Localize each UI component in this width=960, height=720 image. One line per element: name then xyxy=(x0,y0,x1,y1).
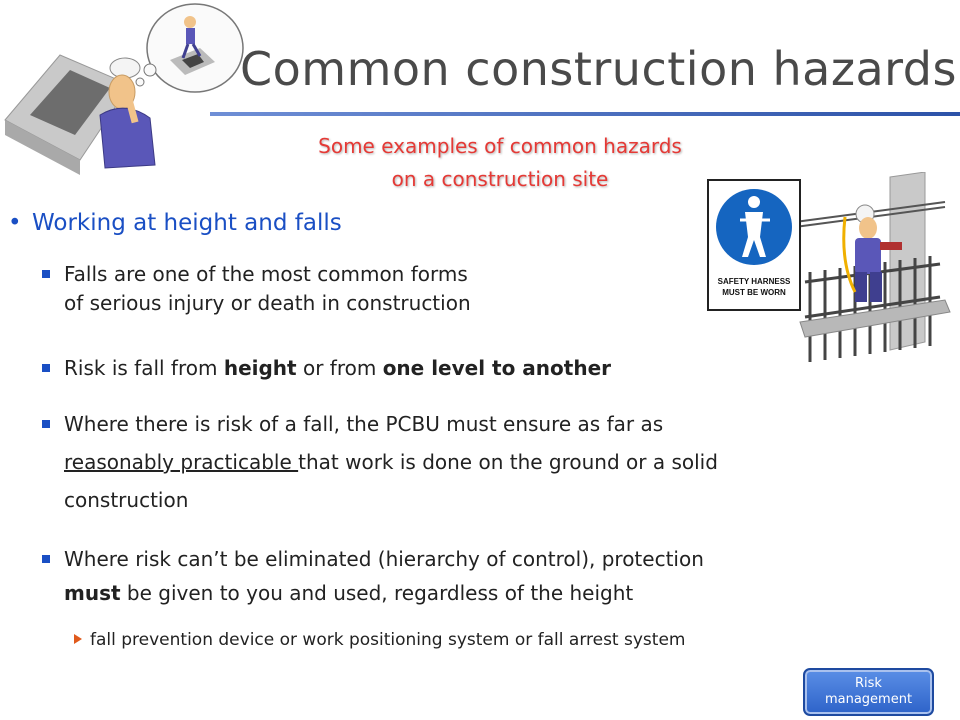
item-2-text-mid: or from xyxy=(296,356,383,380)
item-3-line-1: Where there is risk of a fall, the PCBU must ensure as far as xyxy=(64,412,664,436)
title-divider xyxy=(210,112,960,116)
main-bullet xyxy=(8,210,342,236)
list-item xyxy=(42,260,642,320)
list-item xyxy=(42,410,922,512)
item-4-line-2: be given to you and used, regardless of the height xyxy=(120,581,634,605)
harness-illustration xyxy=(700,172,960,372)
item-3-line-3: construction xyxy=(64,488,189,512)
page-title: Common construction hazards xyxy=(240,42,957,96)
square-bullet-icon xyxy=(42,270,50,278)
square-bullet-icon xyxy=(42,420,50,428)
subtitle-line-1: Some examples of common hazards xyxy=(318,134,682,158)
main-bullet-text: Working at height and falls xyxy=(32,210,342,236)
risk-management-button[interactable] xyxy=(803,668,934,716)
triangle-bullet-icon xyxy=(74,634,82,644)
square-bullet-icon xyxy=(42,364,50,372)
risk-button-line-2: management xyxy=(824,692,913,707)
subtitle xyxy=(250,130,750,196)
sub-item-text: fall prevention device or work positioning system or fall arrest system xyxy=(90,630,686,650)
list-item xyxy=(42,545,922,615)
risk-button-line-1: Risk xyxy=(855,676,882,691)
subtitle-line-2: on a construction site xyxy=(391,167,609,191)
thinking-worker-illustration xyxy=(0,0,250,200)
square-bullet-icon xyxy=(42,555,50,563)
item-4-bold-must: must xyxy=(64,581,121,605)
item-2-text: Risk is fall from xyxy=(64,356,224,380)
sign-line-2: MUST BE WORN xyxy=(722,288,786,297)
item-3-underlined: reasonably practicable xyxy=(64,450,299,474)
item-1-line-2: of serious injury or death in construction xyxy=(64,291,471,315)
item-3-line-2: that work is done on the ground or a solid xyxy=(298,450,718,474)
bullet-dot-icon: • xyxy=(8,210,22,236)
item-4-line-1: Where risk can’t be eliminated (hierarchy of control), protection xyxy=(64,547,704,571)
item-2-bold-height: height xyxy=(223,356,297,380)
item-2-bold-level: one level to another xyxy=(382,356,611,380)
list-item xyxy=(42,354,762,384)
sign-line-1: SAFETY HARNESS xyxy=(717,277,791,286)
item-1-line-1: Falls are one of the most common forms xyxy=(64,262,468,286)
